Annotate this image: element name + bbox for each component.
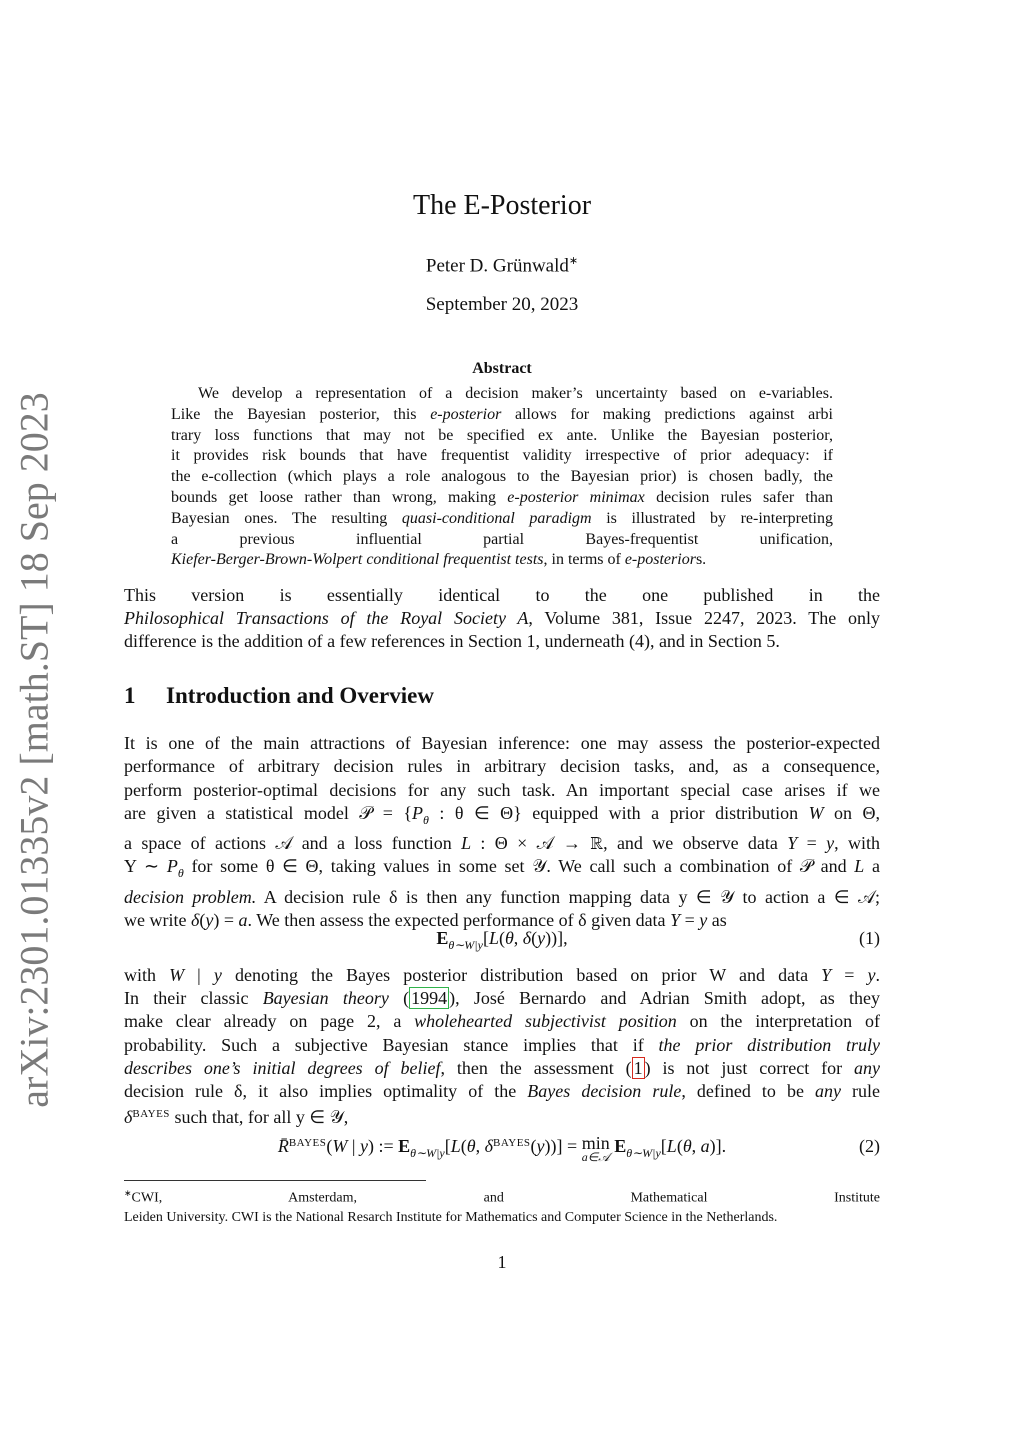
text-line: decision problem. A decision rule δ is then any function mapping data y ∈ 𝒴 to action a ∈ 𝒜; [124,886,880,907]
text-line: perform posterior-optimal decisions for any such task. An important special case arises if we [124,779,880,800]
text-line: Y ∼ $P_\theta$ for some θ ∈ Θ, taking values in some set 𝒴. We call such a combination of 𝒫 and L a [124,856,880,881]
text-line: it provides risk bounds that have frequentist validity irrespective of prior adequacy: if [171,447,833,465]
text-line: $\delta^{BAYES}$ such that, for all y ∈ 𝒴, [124,1107,349,1128]
text-line: trary loss functions that may not be specified ex ante. Unlike the Bayesian posterior, [171,426,833,444]
abstract-text [171,384,833,571]
text-line: performance of arbitrary decision rules in arbitrary decision tasks, and, as a consequence, [124,756,880,777]
text-line: Kiefer-Berger-Brown-Wolpert conditional frequentist tests, in terms of e-posteriors. [171,551,707,569]
text-line: with W | y denoting the Bayes posterior distribution based on prior W and data Y = y. [124,965,880,985]
paper-date: September 20, 2023 [425,294,579,315]
text-line: a previous influential partial Bayes-frequentist unification, [171,530,833,548]
abstract-heading: Abstract [472,360,532,377]
equation-1 [124,928,880,953]
author-name: Peter D. Grünwald [425,255,569,277]
text-line: describes one’s initial degrees of belief, then the assessment ( 1 ) is not just correct for any [124,1057,881,1078]
text-line: the e-collection (which plays a role analogous to the Bayesian prior) is chosen badly, the [171,468,833,486]
text-line: probability. Such a subjective Bayesian stance implies that if the prior distribution truly [124,1034,880,1055]
text-line: a space of actions 𝒜 and a loss function L : Θ × 𝒜 → ℝ, and we observe data Y = y, with [124,833,880,854]
arxiv-id: arXiv:2301.01335v2 [math.ST] 18 Sep 2023 [11,392,57,1108]
text-line: ∗CWI, Amsterdam, and Mathematical Institute [124,1188,880,1206]
author-footnote-mark[interactable]: ∗ [568,255,579,267]
author-line [0,254,1004,277]
text-line: are given a statistical model 𝒫 = {$P_\theta$ : θ ∈ Θ} equipped with a prior distribution W on Θ, [124,802,881,827]
page-number: 1 [497,1252,507,1272]
section-number: 1 [124,683,136,708]
equation-1-number: (1) [859,928,880,948]
text-line: Bayesian ones. The resulting quasi-conditional paradigm is illustrated by re-interpreting [171,509,834,527]
text-line: make clear already on page 2, a wholehearted subjectivist position on the interpretation of [124,1011,880,1032]
citation-link[interactable]: 1994 [411,988,448,1009]
text-line: Philosophical Transactions of the Royal Society A, Volume 381, Issue 2247, 2023. The only [124,608,880,629]
text-line: Leiden University. CWI is the National Resarch Institute for Mathematics and Computer Science in the Netherlands. [124,1209,778,1225]
text-line: In their classic Bayesian theory ( 1994 ), José Bernardo and Adrian Smith adopt, as they [124,988,881,1009]
section-heading [124,683,434,709]
text-line: we write δ(y) = a. We then assess the expected performance of δ given data Y = y as [124,910,727,931]
section-title: Introduction and Overview [166,683,434,708]
version-note [124,584,880,654]
text-line: bounds get loose rather than wrong, making e-posterior minimax decision rules safer than [171,488,833,506]
text-line: It is one of the main attractions of Bayesian inference: one may assess the posterior-expected [124,733,880,753]
text-line: Like the Bayesian posterior, this e-posterior allows for making predictions against arbi [171,405,833,423]
footnote [124,1184,880,1227]
text-line: This version is essentially identical to the one published in the [124,585,880,605]
footnote-rule [124,1180,426,1181]
text-line: We develop a representation of a decision maker’s uncertainty based on e-variables. [198,385,833,402]
text-line: decision rule δ, it also implies optimality of the Bayes decision rule, defined to be any rule [124,1081,880,1102]
equation-ref-link[interactable]: 1 [633,1057,643,1078]
text-line: difference is the addition of a few references in Section 1, underneath (4), and in Section 5. [124,631,780,652]
arxiv-stamp [2,392,66,1108]
equation-1-body: $E_{\theta\sim W|y}[L(\theta$, δ(y))], [436,928,568,952]
equation-2-number: (2) [859,1136,880,1156]
bayes-paragraph [124,964,880,1129]
paper-title: The E-Posterior [412,190,592,221]
equation-2-body: R̄$^{BAYES}$(W | y) := $E_{\theta\sim W|y}[L(\theta$, $\delta^{BAYES}(y))] = \min$ a∈𝒜 $E_{\theta\sim W|y}[L(\theta$, a)]. [277,1133,727,1164]
equation-2 [124,1133,880,1164]
intro-paragraph [124,732,880,932]
